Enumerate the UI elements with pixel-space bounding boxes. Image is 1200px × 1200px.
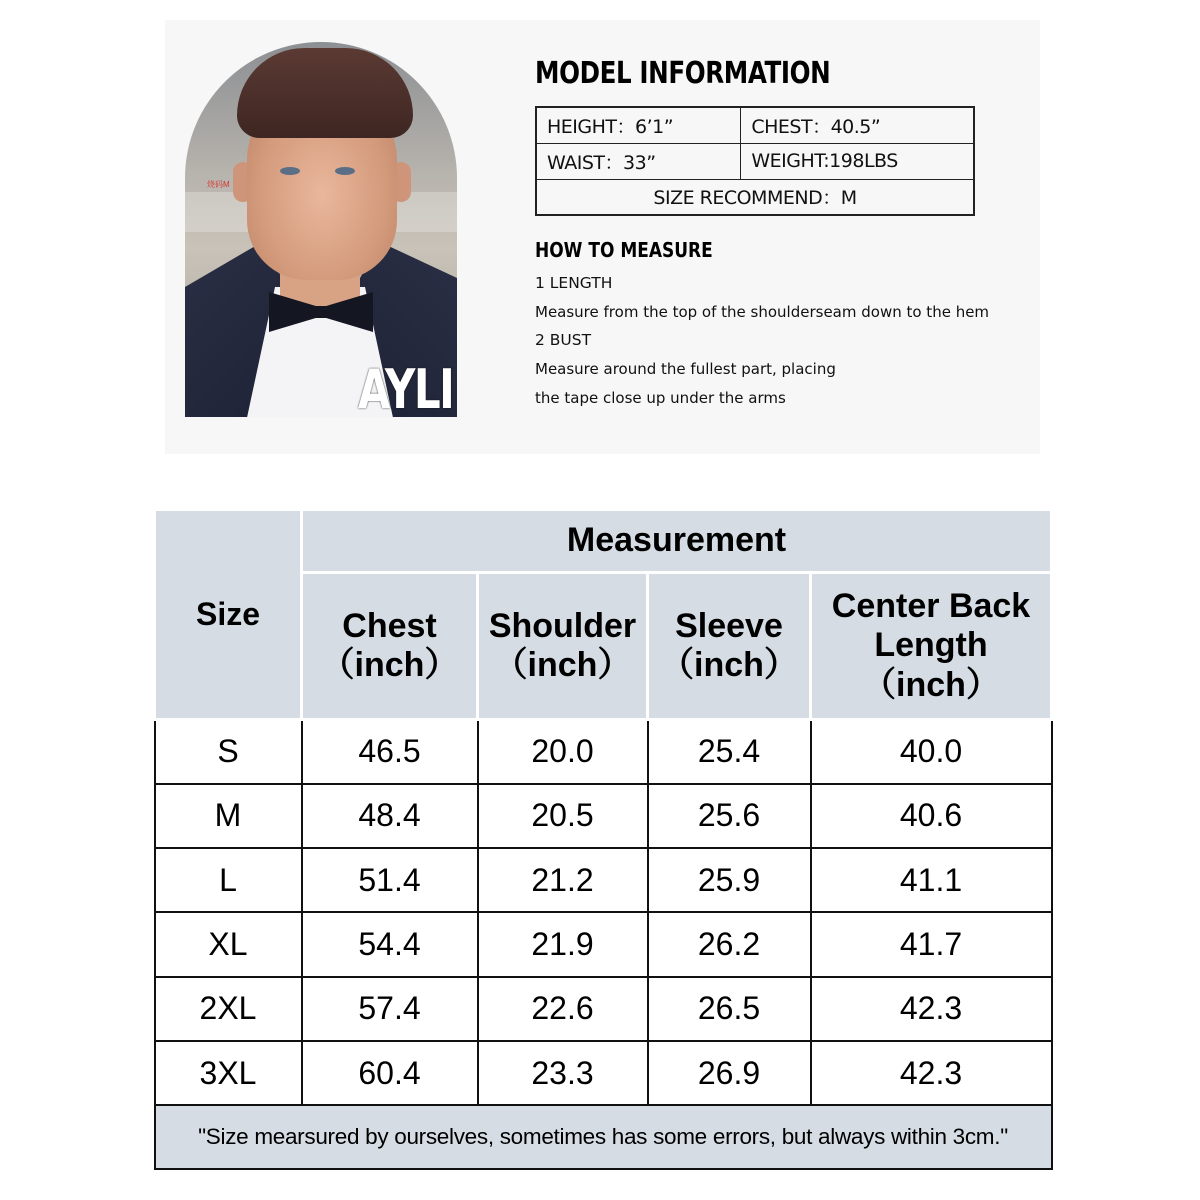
cell-length: 40.0 (811, 720, 1052, 784)
stat-chest: CHEST：40.5” (741, 107, 974, 143)
hair (237, 48, 413, 138)
stats-row (536, 143, 974, 179)
eye-right (335, 167, 355, 175)
model-photo (185, 42, 457, 417)
measure-label-bust: 2 BUST (535, 331, 592, 349)
table-row (155, 720, 1052, 784)
column-name: Chest (342, 606, 437, 645)
measure-label-length: 1 LENGTH (535, 274, 613, 292)
photo-watermark: 烧码M (207, 180, 230, 189)
stat-waist: WAIST：33” (536, 143, 741, 179)
table-row (155, 912, 1052, 976)
model-info-title: MODEL INFORMATION (535, 56, 831, 91)
header-row-group (155, 510, 1052, 573)
stat-weight: WEIGHT:198LBS (741, 143, 974, 179)
column-unit: （inch） (493, 646, 632, 684)
chest-column-header (302, 573, 478, 720)
cell-sleeve: 26.5 (648, 977, 811, 1041)
eye-left (280, 167, 300, 175)
cell-shoulder: 21.2 (478, 848, 648, 912)
measure-desc-bust-2: the tape close up under the arms (535, 389, 786, 407)
how-to-measure-title: HOW TO MEASURE (535, 238, 713, 262)
column-name: Center Back Length (831, 587, 1031, 665)
cell-shoulder: 22.6 (478, 977, 648, 1041)
column-name: Sleeve (675, 606, 783, 645)
column-unit: （inch） (660, 646, 798, 684)
cell-sleeve: 25.9 (648, 848, 811, 912)
cell-chest: 57.4 (302, 977, 478, 1041)
measurement-note: "Size mearsured by ourselves, sometimes has some errors, but always within 3cm." (155, 1105, 1052, 1169)
cell-chest: 46.5 (302, 720, 478, 784)
cell-chest: 54.4 (302, 912, 478, 976)
brand-logo: AYLI (357, 358, 453, 417)
table-row (155, 977, 1052, 1041)
stat-height: HEIGHT：6’1” (536, 107, 741, 143)
cell-shoulder: 23.3 (478, 1041, 648, 1105)
cell-sleeve: 26.2 (648, 912, 811, 976)
stats-row (536, 107, 974, 143)
column-unit: （inch） (320, 646, 459, 684)
cell-sleeve: 25.4 (648, 720, 811, 784)
cell-shoulder: 21.9 (478, 912, 648, 976)
cell-chest: 60.4 (302, 1041, 478, 1105)
model-stats-table (535, 106, 975, 216)
note-row (155, 1105, 1052, 1169)
shoulder-column-header (478, 573, 648, 720)
cell-length: 42.3 (811, 1041, 1052, 1105)
model-info-text (535, 20, 1040, 454)
stat-size-recommend: SIZE RECOMMEND：M (536, 179, 974, 215)
column-name: Shoulder (488, 606, 637, 645)
cell-size: 2XL (155, 977, 302, 1041)
measure-desc-bust-1: Measure around the fullest part, placing (535, 360, 836, 378)
stats-row (536, 179, 974, 215)
measurement-group-header: Measurement (302, 510, 1052, 573)
cell-chest: 48.4 (302, 784, 478, 848)
cell-length: 42.3 (811, 977, 1052, 1041)
cell-length: 41.7 (811, 912, 1052, 976)
cell-size: L (155, 848, 302, 912)
measure-desc-length: Measure from the top of the shoulderseam down to the hem (535, 303, 990, 321)
center-back-length-column-header (811, 573, 1052, 720)
cell-size: XL (155, 912, 302, 976)
cell-shoulder: 20.5 (478, 784, 648, 848)
cell-size: 3XL (155, 1041, 302, 1105)
table-row (155, 784, 1052, 848)
cell-sleeve: 26.9 (648, 1041, 811, 1105)
cell-sleeve: 25.6 (648, 784, 811, 848)
cell-size: S (155, 720, 302, 784)
table-row (155, 848, 1052, 912)
sleeve-column-header (648, 573, 811, 720)
cell-length: 41.1 (811, 848, 1052, 912)
cell-chest: 51.4 (302, 848, 478, 912)
cell-shoulder: 20.0 (478, 720, 648, 784)
size-column-header: Size (155, 510, 302, 720)
column-unit: （inch） (862, 665, 1000, 704)
cell-size: M (155, 784, 302, 848)
size-chart-table (153, 508, 1053, 1170)
cell-length: 40.6 (811, 784, 1052, 848)
model-info-panel (165, 20, 1040, 454)
table-row (155, 1041, 1052, 1105)
